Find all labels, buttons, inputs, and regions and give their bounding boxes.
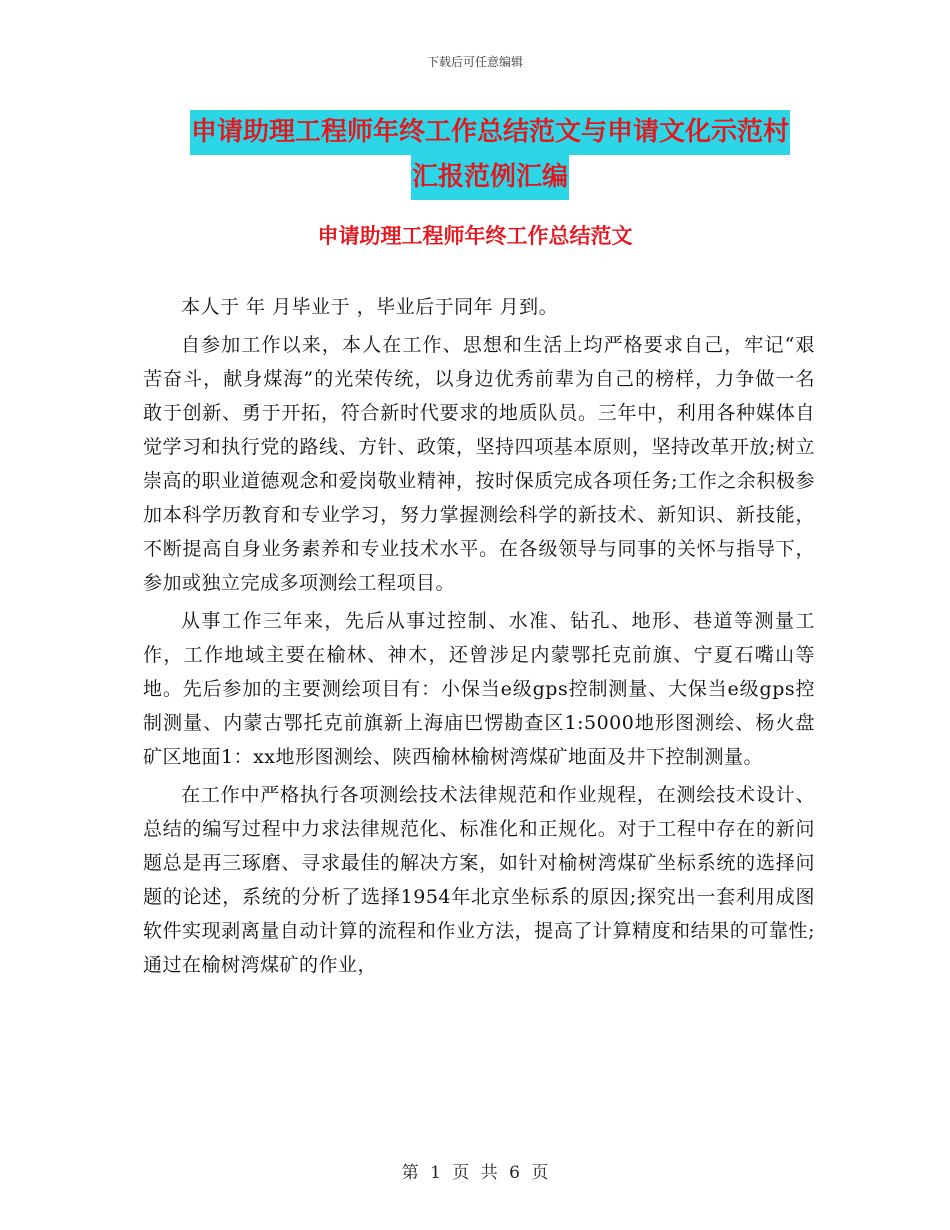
body-paragraph-2: 自参加工作以来，本人在工作、思想和生活上均严格要求自己，牢记“艰苦奋斗，献身煤海”的光荣传统，以身边优秀前辈为自己的榜样，力争做一名敢于创新、勇于开拓，符合新时代要求的地质队员。三年中，利用各种媒体自觉学习和执行党的路线、方针、政策，坚持四项基本原则，坚持改革开放;树立崇高的职业道德观念和爱岗敬业精神，按时保质完成各项任务;工作之余积极参加本科学历教育和专业学习，努力掌握测绘科学的新技术、新知识、新技能，不断提高自身业务素养和专业技术水平。在各级领导与同事的关怀与指导下，参加或独立完成多项测绘工程项目。	[143, 334, 815, 594]
document-title	[140, 110, 840, 200]
section-title: 申请助理工程师年终工作总结范文	[317, 224, 633, 248]
document-title-line-1: 申请助理工程师年终工作总结范文与申请文化示范村	[190, 110, 790, 155]
body-paragraph-4: 在工作中严格执行各项测绘技术法律规范和作业规程，在测绘技术设计、总结的编写过程中力求法律规范化、标准化和正规化。对于工程中存在的新问题总是再三琢磨、寻求最佳的解决方案，如针对榆树湾煤矿坐标系统的选择问题的论述，系统的分析了选择1954年北京坐标系的原因;探究出一套利用成图软件实现剥离量自动计算的流程和作业方法，提高了计算精度和结果的可靠性;通过在榆树湾煤矿的作业，	[143, 784, 815, 976]
document-body	[143, 290, 815, 982]
body-paragraph-1: 本人于 年 月毕业于 ，毕业后于同年 月到。	[181, 296, 559, 318]
page-header-note: 下载后可任意编辑	[426, 55, 523, 69]
page-number: 第 1 页 共 6 页	[401, 1163, 549, 1183]
body-paragraph-3: 从事工作三年来，先后从事过控制、水准、钻孔、地形、巷道等测量工作，工作地域主要在榆林、神木，还曾涉足内蒙鄂托克前旗、宁夏石嘴山等地。先后参加的主要测绘项目有：小保当e级gps控制测量、大保当e级gps控制测量、内蒙古鄂托克前旗新上海庙巴愣勘查区1:5000地形图测绘、杨火盘矿区地面1：xx地形图测绘、陕西榆林榆树湾煤矿地面及井下控制测量。	[143, 610, 815, 768]
document-title-line-2: 汇报范例汇编	[411, 155, 569, 200]
